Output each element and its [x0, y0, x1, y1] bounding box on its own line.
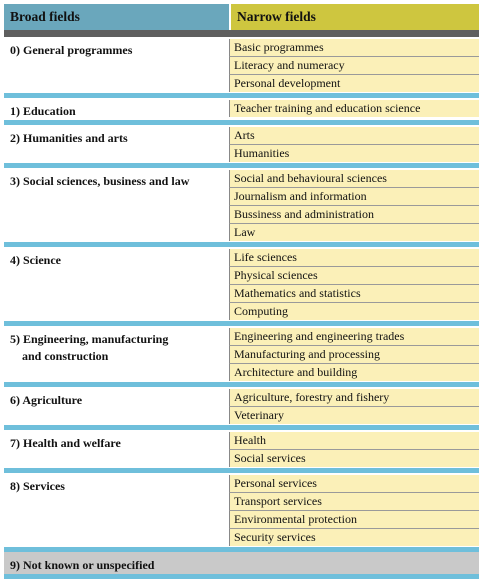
narrow-field-item: Humanities [229, 145, 479, 162]
narrow-field-item: Arts [229, 127, 479, 145]
narrow-field-item: Bussiness and administration [229, 206, 479, 224]
broad-field-cell [4, 37, 229, 93]
table-row [4, 168, 479, 242]
narrow-field-item: Architecture and building [229, 364, 479, 381]
narrow-field-item: Life sciences [229, 249, 479, 267]
narrow-field-item: Law [229, 224, 479, 241]
narrow-field-item: Basic programmes [229, 39, 479, 57]
broad-field-cell [4, 430, 229, 468]
broad-fields-header: Broad fields [4, 4, 229, 30]
broad-field-label: 9) Not known or unspecified [10, 558, 155, 572]
table-row [4, 326, 479, 382]
narrow-field-item: Social and behavioural sciences [229, 170, 479, 188]
row-separator [4, 574, 479, 579]
narrow-field-cell [229, 98, 479, 120]
narrow-field-cell [229, 125, 479, 163]
table-body [4, 37, 479, 579]
broad-field-label: 7) Health and welfare [10, 436, 121, 450]
broad-field-cell [4, 552, 479, 574]
narrow-field-item: Journalism and information [229, 188, 479, 206]
broad-field-cell [4, 125, 229, 163]
table-row [4, 98, 479, 120]
narrow-field-item: Literacy and numeracy [229, 57, 479, 75]
narrow-field-cell [229, 247, 479, 321]
table-row [4, 247, 479, 321]
narrow-field-item: Agriculture, forestry and fishery [229, 389, 479, 407]
broad-field-label: 5) Engineering, manufacturing [10, 332, 169, 346]
narrow-field-cell [229, 168, 479, 242]
broad-field-cell [4, 473, 229, 547]
narrow-field-cell [229, 387, 479, 425]
narrow-fields-header: Narrow fields [229, 4, 479, 30]
narrow-field-item: Mathematics and statistics [229, 285, 479, 303]
narrow-field-cell [229, 473, 479, 547]
broad-field-cell [4, 387, 229, 425]
broad-field-cell [4, 168, 229, 242]
broad-field-label: 1) Education [10, 104, 76, 118]
narrow-field-item: Transport services [229, 493, 479, 511]
narrow-field-item: Personal development [229, 75, 479, 92]
table-row [4, 37, 479, 93]
table-row [4, 473, 479, 547]
broad-field-label: 0) General programmes [10, 43, 133, 57]
narrow-field-item: Environmental protection [229, 511, 479, 529]
narrow-field-cell [229, 430, 479, 468]
narrow-field-item: Physical sciences [229, 267, 479, 285]
narrow-field-item: Health [229, 432, 479, 450]
narrow-field-item: Computing [229, 303, 479, 320]
narrow-field-cell [229, 37, 479, 93]
broad-field-label: 2) Humanities and arts [10, 131, 128, 145]
narrow-field-item: Engineering and engineering trades [229, 328, 479, 346]
broad-field-label: and construction [10, 349, 109, 363]
narrow-field-cell [229, 326, 479, 382]
broad-field-cell [4, 98, 229, 120]
narrow-field-item: Security services [229, 529, 479, 546]
table-header [4, 4, 479, 30]
broad-field-label: 6) Agriculture [10, 393, 83, 407]
narrow-field-item: Veterinary [229, 407, 479, 424]
broad-field-cell [4, 247, 229, 321]
table-row [4, 125, 479, 163]
broad-field-label: 8) Services [10, 479, 65, 493]
table-row [4, 552, 479, 574]
broad-field-label: 3) Social sciences, business and law [10, 174, 190, 188]
header-band [4, 30, 479, 37]
broad-field-label: 4) Science [10, 253, 61, 267]
fields-table [4, 4, 479, 579]
narrow-field-item: Social services [229, 450, 479, 467]
table-row [4, 430, 479, 468]
narrow-field-item: Teacher training and education science [229, 100, 479, 117]
broad-field-cell [4, 326, 229, 382]
narrow-field-item: Personal services [229, 475, 479, 493]
table-row [4, 387, 479, 425]
narrow-field-item: Manufacturing and processing [229, 346, 479, 364]
